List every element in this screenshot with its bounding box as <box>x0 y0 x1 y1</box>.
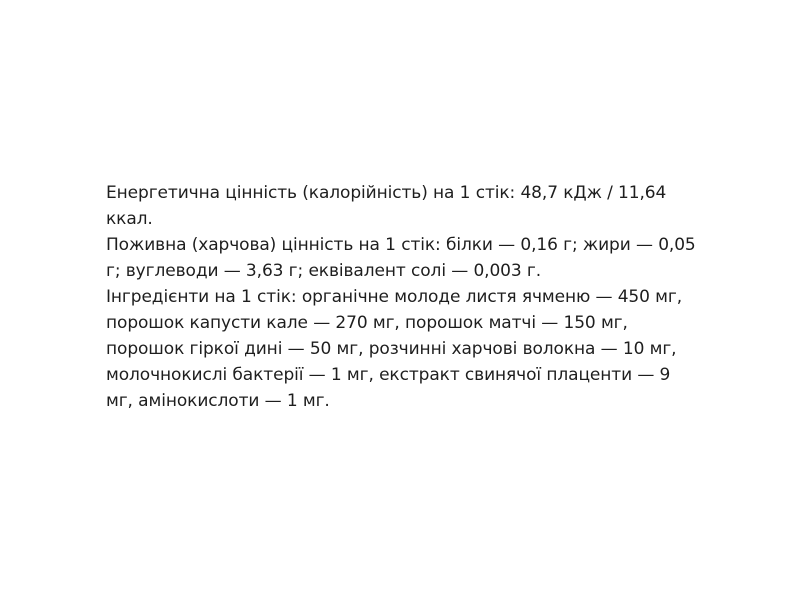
ingredients-line-1: Інгредієнти на 1 стік: органічне молоде листя ячменю — 450 мг, <box>106 287 683 307</box>
product-info-text <box>106 180 706 414</box>
energy-value-line-1: Енергетична цінність (калорійність) на 1 стік: 48,7 кДж / 11,64 <box>106 183 667 203</box>
ingredients-line-4: молочнокислі бактерії — 1 мг, екстракт свинячої плаценти — 9 <box>106 365 671 385</box>
energy-value-line-2: ккал. <box>106 209 153 229</box>
nutrition-value-line-2: г; вуглеводи — 3,63 г; еквівалент солі — 0,003 г. <box>106 261 542 281</box>
ingredients-line-3: порошок гіркої дині — 50 мг, розчинні харчові волокна — 10 мг, <box>106 339 677 359</box>
ingredients-line-2: порошок капусти кале — 270 мг, порошок матчі — 150 мг, <box>106 313 628 333</box>
nutrition-value-line-1: Поживна (харчова) цінність на 1 стік: білки — 0,16 г; жири — 0,05 <box>106 235 696 255</box>
ingredients-line-5: мг, амінокислоти — 1 мг. <box>106 391 330 411</box>
